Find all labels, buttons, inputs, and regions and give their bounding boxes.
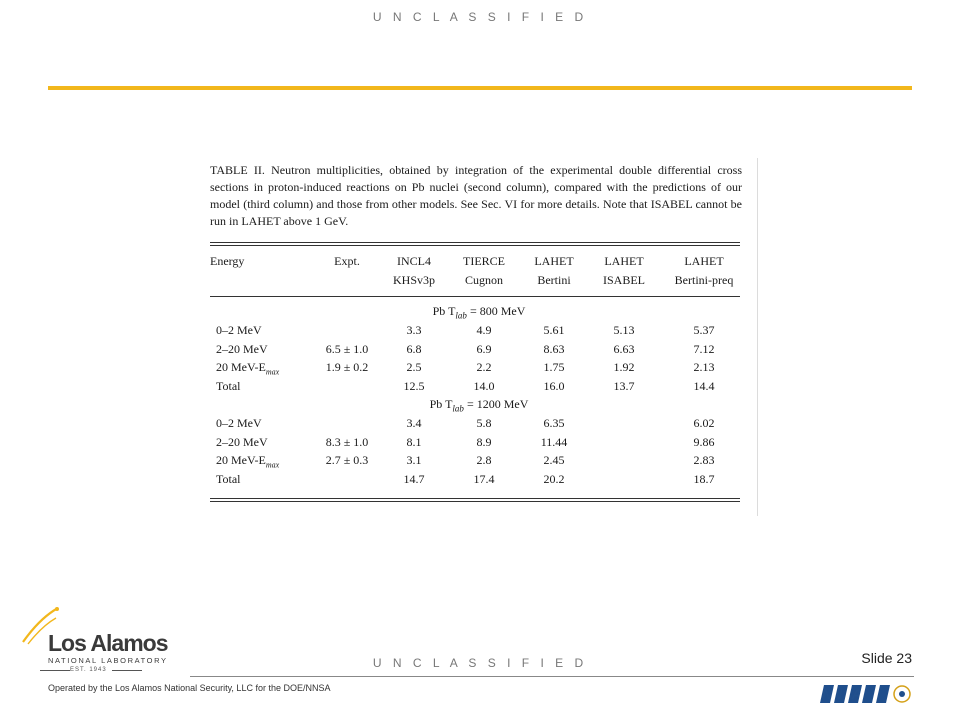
table-cell: 20 MeV-$E_{max}$: [216, 360, 280, 377]
column-header: LAHET: [534, 254, 574, 268]
nnsa-logo-text: NNSA: [822, 686, 862, 702]
logo-est: EST. 1943: [70, 667, 107, 673]
table-cell: 13.7: [613, 378, 635, 393]
table-cell: 20.2: [543, 471, 565, 486]
image-edge: [757, 158, 758, 516]
slide-number: Slide 23: [861, 650, 912, 666]
table-cell: 8.63: [543, 341, 565, 356]
column-header: Energy: [210, 254, 245, 268]
table-cell: Total: [216, 378, 241, 393]
table-cell: 11.44: [540, 434, 568, 449]
column-header: ISABEL: [603, 273, 645, 287]
table-rule: [210, 501, 740, 502]
table-cell: 8.3 ± 1.0: [325, 434, 369, 449]
table-cell: 7.12: [693, 341, 715, 356]
column-header: Bertini: [537, 273, 571, 287]
table-cell: 14.4: [693, 378, 715, 393]
table-cell: 6.63: [613, 341, 635, 356]
section-label: Pb $T_{lab} = 1200$ MeV: [429, 397, 529, 414]
table-cell: 6.8: [406, 341, 422, 356]
table-rule: [210, 245, 740, 246]
table-cell: 9.86: [693, 434, 715, 449]
header-gold-rule: [48, 86, 912, 90]
column-header: LAHET: [684, 254, 724, 268]
footer-rule: [190, 676, 914, 677]
table-cell: 1.9 ± 0.2: [325, 360, 369, 374]
column-header: KHSv3p: [392, 273, 435, 287]
table-cell: 5.13: [613, 323, 635, 337]
table-cell: 2.7 ± 0.3: [325, 453, 369, 467]
table-caption: TABLE II. Neutron multiplicities, obtained by integration of the experimental double differential cross sections in proton-induced reactions on Pb nuclei (second column), compared with the predictions of our model (third column) and those from other models. See Sec. VI for more details. Note that ISABEL cannot be run in LAHET above 1 GeV.: [210, 163, 742, 228]
table-rule: [210, 498, 740, 499]
table-cell: 4.9: [476, 323, 492, 337]
table-cell: 8.1: [406, 434, 422, 449]
logo-rule-right: [112, 670, 142, 671]
table-cell: 18.7: [693, 471, 715, 486]
table-cell: 8.9: [476, 434, 492, 449]
table-cell: 1.75: [543, 360, 565, 374]
table-cell: 2.5: [406, 360, 422, 374]
logo-subtitle: NATIONAL LABORATORY: [48, 656, 168, 665]
table-cell: 2.2: [476, 360, 492, 374]
column-header: LAHET: [604, 254, 644, 268]
table-cell: 1.92: [613, 360, 635, 374]
section-label: Pb $T_{lab} = 800$ MeV: [432, 304, 526, 321]
table-cell: 5.8: [476, 416, 492, 430]
table-cell: 5.61: [543, 323, 565, 337]
table-cell: 16.0: [543, 378, 565, 393]
table-cell: 14.0: [473, 378, 495, 393]
table-cell: 3.3: [406, 323, 422, 337]
table-cell: 14.7: [403, 471, 425, 486]
table-cell: 5.37: [693, 323, 715, 337]
table-cell: 6.02: [693, 416, 715, 430]
table-cell: 17.4: [473, 471, 495, 486]
column-header: INCL4: [397, 254, 431, 268]
logo-rule-left: [40, 670, 70, 671]
column-header: Expt.: [334, 254, 360, 268]
classification-banner-bottom: U N C L A S S I F I E D: [372, 656, 588, 670]
neutron-multiplicity-table: [204, 158, 754, 516]
column-header: Cugnon: [464, 273, 503, 287]
table-cell: 3.1: [406, 453, 422, 467]
classification-banner-top: U N C L A S S I F I E D: [372, 10, 588, 24]
table-cell: 2.45: [543, 453, 565, 467]
table-cell: 6.35: [543, 416, 565, 430]
table-cell: 2.8: [476, 453, 492, 467]
table-cell: 0–2 MeV: [216, 416, 262, 430]
table-rule: [210, 242, 740, 243]
table-cell: 2–20 MeV: [216, 434, 268, 449]
table-cell: 6.9: [476, 341, 492, 356]
operated-by-text: Operated by the Los Alamos National Security, LLC for the DOE/NNSA: [48, 683, 331, 693]
table-cell: 2–20 MeV: [216, 341, 268, 356]
table-cell: 0–2 MeV: [216, 323, 262, 337]
table-rule: [210, 296, 740, 297]
los-alamos-logo: [20, 606, 180, 676]
table-cell: 2.83: [693, 453, 715, 467]
nnsa-logo-icon: [818, 681, 914, 707]
table-cell: 20 MeV-$E_{max}$: [216, 453, 280, 470]
table-cell: 3.4: [406, 416, 422, 430]
column-header: TIERCE: [463, 254, 505, 268]
logo-wordmark: Los Alamos: [48, 630, 168, 656]
column-header: Bertini-preq: [674, 273, 734, 287]
table-cell: 12.5: [403, 378, 425, 393]
table-cell: 2.13: [693, 360, 715, 374]
table-cell: 6.5 ± 1.0: [325, 341, 369, 356]
table-cell: Total: [216, 471, 241, 486]
